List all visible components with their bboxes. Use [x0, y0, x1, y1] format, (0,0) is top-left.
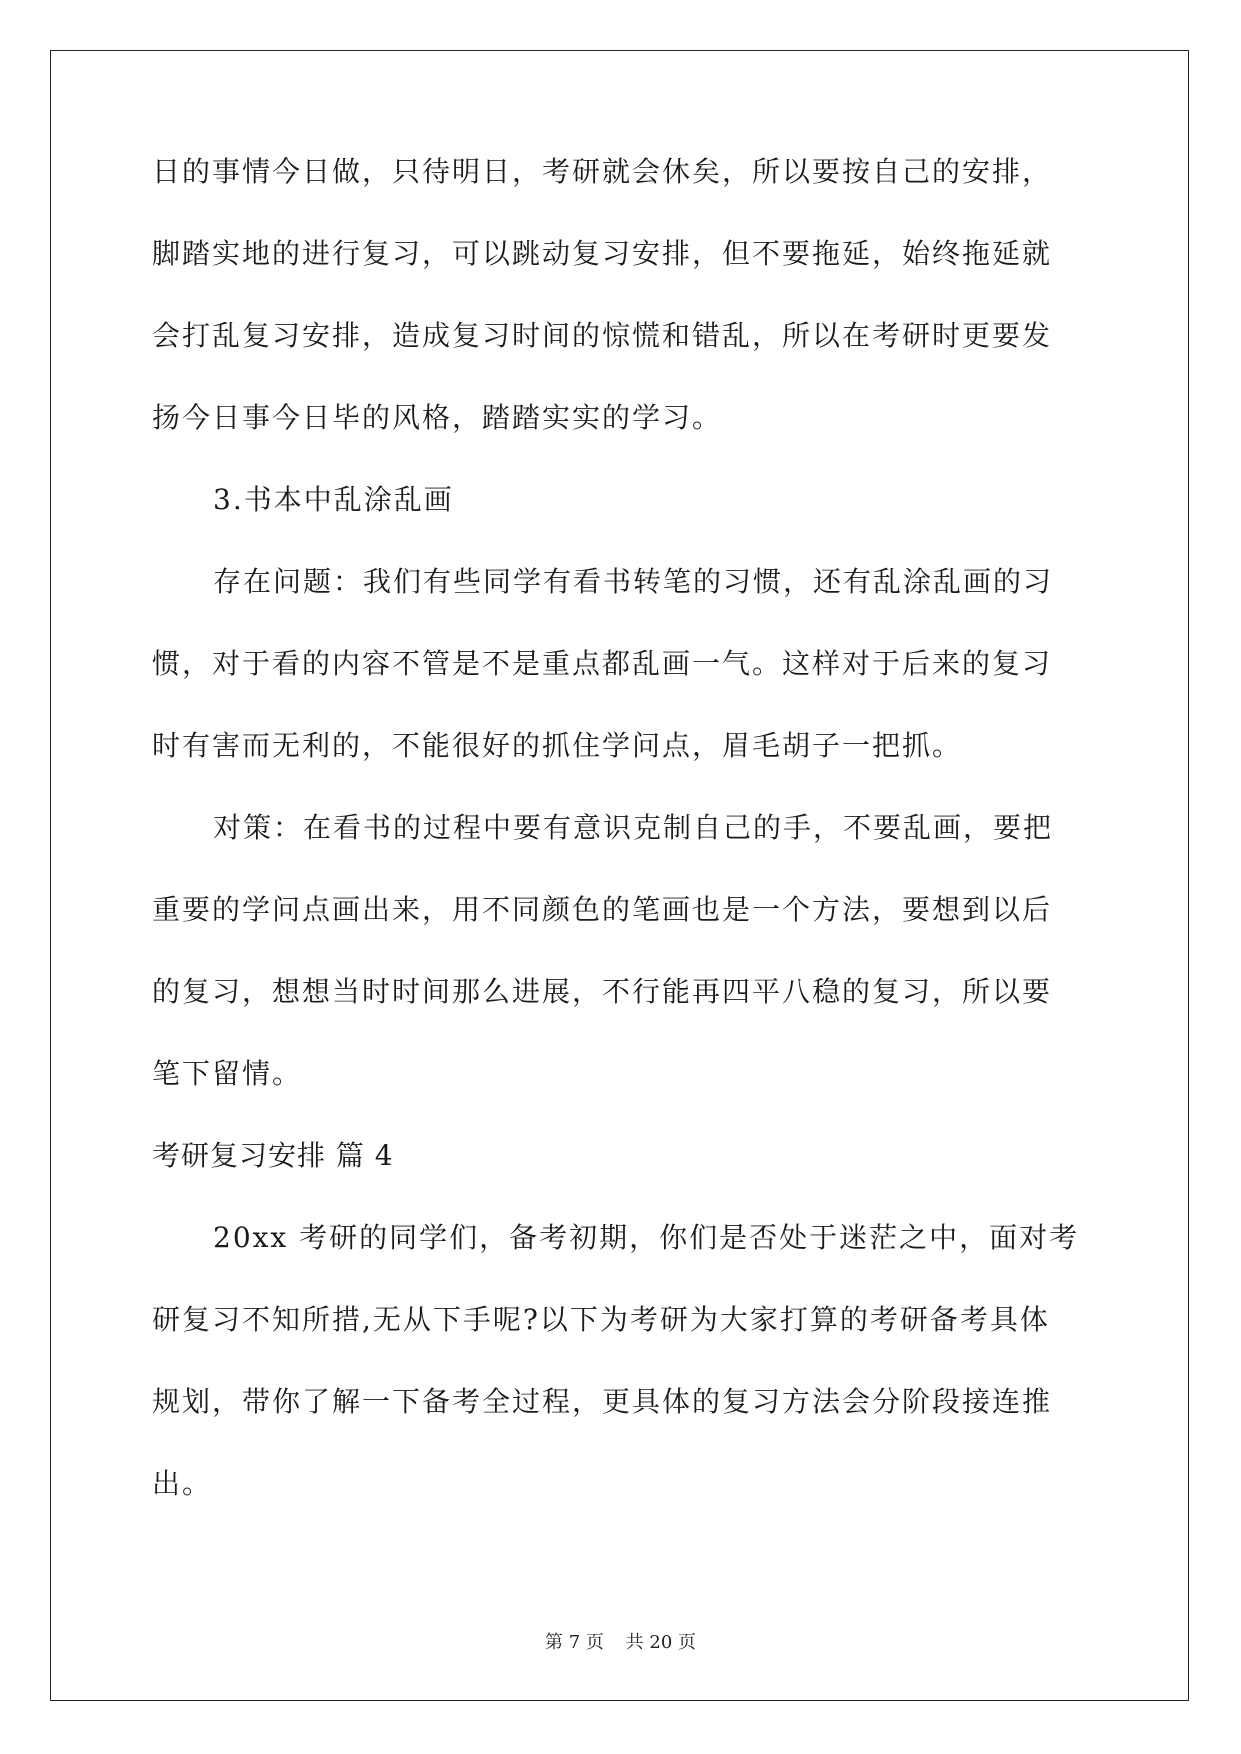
text-line: 的复习，想想当时时间那么进展，不行能再四平八稳的复习，所以要 [152, 975, 1053, 1008]
text-line: 脚踏实地的进行复习，可以跳动复习安排，但不要拖延，始终拖延就 [152, 237, 1053, 270]
text-line: 重要的学问点画出来，用不同颜色的笔画也是一个方法，要想到以后 [152, 893, 1053, 926]
text-line: 对策：在看书的过程中要有意识克制自己的手，不要乱画，要把 [213, 811, 1054, 844]
text-line: 扬今日事今日毕的风格，踏踏实实的学习。 [152, 401, 723, 434]
text-line: 出。 [152, 1467, 213, 1500]
text-line: 时有害而无利的，不能很好的抓住学问点，眉毛胡子一把抓。 [152, 729, 963, 762]
text-line: 规划，带你了解一下备考全过程，更具体的复习方法会分阶段接连推 [152, 1385, 1053, 1418]
text-line: 20xx 考研的同学们，备考初期，你们是否处于迷茫之中，面对考 [213, 1221, 1080, 1254]
subheading: 3.书本中乱涂乱画 [213, 483, 454, 516]
page-number: 第 7 页 [545, 1632, 604, 1653]
text-line: 会打乱复习安排，造成复习时间的惊慌和错乱，所以在考研时更要发 [152, 319, 1053, 352]
page-total: 共 20 页 [625, 1632, 696, 1653]
text-line: 存在问题：我们有些同学有看书转笔的习惯，还有乱涂乱画的习 [213, 565, 1054, 598]
document-body [152, 151, 1092, 1504]
text-line: 惯，对于看的内容不管是不是重点都乱画一气。这样对于后来的复习 [152, 647, 1053, 680]
text-line: 研复习不知所措,无从下手呢?以下为考研为大家打算的考研备考具体 [152, 1303, 1050, 1336]
text-line: 笔下留情。 [152, 1057, 303, 1090]
section-title: 考研复习安排 篇 4 [152, 1139, 394, 1172]
page-footer [0, 1632, 1241, 1654]
text-line: 日的事情今日做，只待明日，考研就会休矣，所以要按自己的安排， [152, 155, 1053, 188]
